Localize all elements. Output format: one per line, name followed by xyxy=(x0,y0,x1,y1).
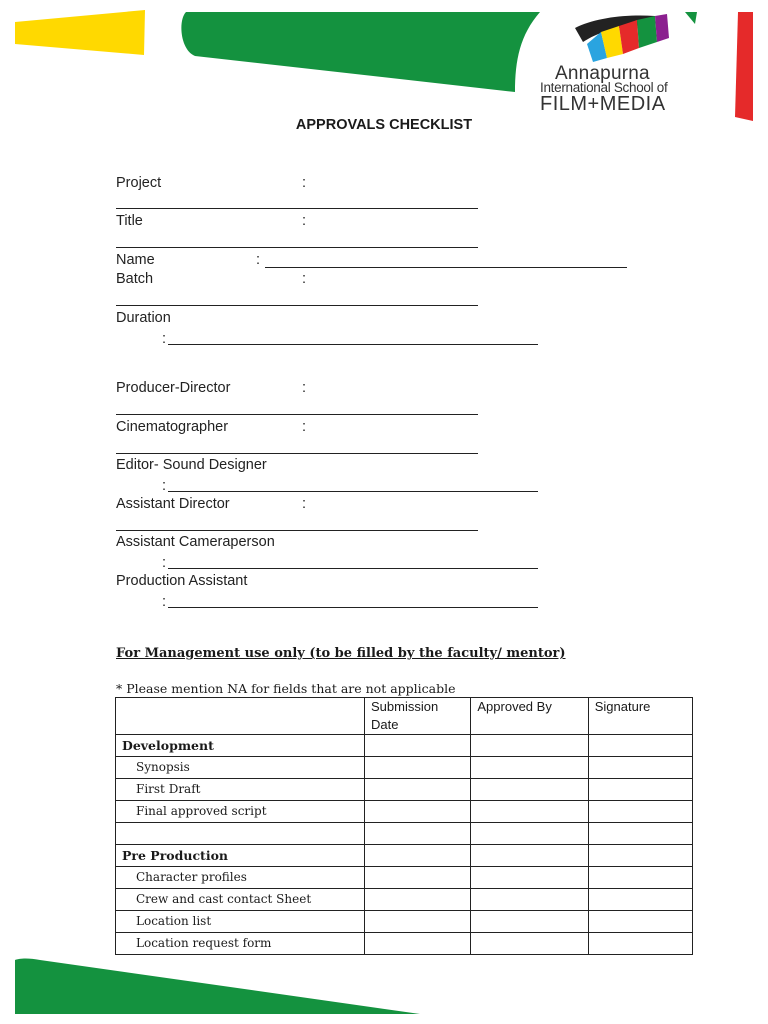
approved-by-cell[interactable] xyxy=(471,779,588,801)
logo-text-annapurna: Annapurna xyxy=(555,63,650,84)
approved-by-cell[interactable] xyxy=(471,735,588,757)
producer-director-label: Producer-Director xyxy=(116,380,231,396)
approvals-table xyxy=(115,697,693,955)
signature-cell[interactable] xyxy=(588,911,692,933)
approved-by-cell[interactable] xyxy=(471,845,588,867)
logo-text-film-media: FILM+MEDIA xyxy=(540,93,666,115)
cinematographer-colon: : xyxy=(302,419,307,435)
cinematographer-label: Cinematographer xyxy=(116,419,229,435)
submission-date-cell[interactable] xyxy=(365,757,471,779)
na-note: * Please mention NA for fields that are not applicable xyxy=(116,681,456,696)
assistant-director-line[interactable] xyxy=(116,530,478,531)
production-assistant-line[interactable] xyxy=(168,607,538,608)
assistant-cameraperson-line[interactable] xyxy=(168,568,538,569)
header-approved-by: Approved By xyxy=(471,698,588,735)
batch-line[interactable] xyxy=(116,305,478,306)
row-label: Location request form xyxy=(116,933,365,955)
producer-director-line[interactable] xyxy=(116,414,478,415)
submission-date-cell[interactable] xyxy=(365,867,471,889)
table-row xyxy=(116,911,693,933)
logo-text-school: International School of xyxy=(540,80,668,95)
row-label xyxy=(116,823,365,845)
assistant-director-label: Assistant Director xyxy=(116,496,230,512)
row-label: Development xyxy=(116,735,365,757)
submission-date-cell[interactable] xyxy=(365,779,471,801)
signature-cell[interactable] xyxy=(588,757,692,779)
row-label: First Draft xyxy=(116,779,365,801)
table-row xyxy=(116,823,693,845)
page-title: APPROVALS CHECKLIST xyxy=(295,117,473,133)
approved-by-cell[interactable] xyxy=(471,823,588,845)
table-header-row xyxy=(116,698,693,735)
approved-by-cell[interactable] xyxy=(471,757,588,779)
signature-cell[interactable] xyxy=(588,889,692,911)
duration-colon: : xyxy=(162,331,167,347)
production-assistant-colon: : xyxy=(162,594,167,610)
header-signature: Signature xyxy=(588,698,692,735)
row-label: Location list xyxy=(116,911,365,933)
approved-by-cell[interactable] xyxy=(471,889,588,911)
submission-date-cell[interactable] xyxy=(365,889,471,911)
signature-cell[interactable] xyxy=(588,801,692,823)
signature-cell[interactable] xyxy=(588,779,692,801)
table-row xyxy=(116,735,693,757)
duration-line[interactable] xyxy=(168,344,538,345)
green-band xyxy=(181,12,540,92)
submission-date-cell[interactable] xyxy=(365,823,471,845)
title-label: Title xyxy=(116,213,143,229)
approved-by-cell[interactable] xyxy=(471,911,588,933)
assistant-cameraperson-colon: : xyxy=(162,555,167,571)
submission-date-cell[interactable] xyxy=(365,845,471,867)
editor-sound-label: Editor- Sound Designer xyxy=(116,457,267,473)
project-label: Project xyxy=(116,175,162,191)
approved-by-cell[interactable] xyxy=(471,801,588,823)
project-colon: : xyxy=(302,175,307,191)
cinematographer-line[interactable] xyxy=(116,453,478,454)
table-row xyxy=(116,867,693,889)
table-row xyxy=(116,801,693,823)
table-row xyxy=(116,779,693,801)
signature-cell[interactable] xyxy=(588,867,692,889)
submission-date-cell[interactable] xyxy=(365,801,471,823)
header-submission-date: Submission Date xyxy=(365,698,471,735)
submission-date-cell[interactable] xyxy=(365,911,471,933)
signature-cell[interactable] xyxy=(588,845,692,867)
yellow-band xyxy=(15,10,145,55)
table-row xyxy=(116,845,693,867)
submission-date-cell[interactable] xyxy=(365,735,471,757)
project-line[interactable] xyxy=(116,208,478,209)
header-activity xyxy=(116,698,365,735)
name-label: Name xyxy=(116,252,155,268)
row-label: Synopsis xyxy=(116,757,365,779)
row-label: Pre Production xyxy=(116,845,365,867)
name-line[interactable] xyxy=(265,267,627,268)
management-heading: For Management use only (to be filled by the faculty/ mentor) xyxy=(116,646,566,661)
editor-sound-line[interactable] xyxy=(168,491,538,492)
row-label: Final approved script xyxy=(116,801,365,823)
approved-by-cell[interactable] xyxy=(471,867,588,889)
table-row xyxy=(116,757,693,779)
duration-label: Duration xyxy=(116,310,171,326)
footer-decoration xyxy=(0,950,768,1024)
producer-director-colon: : xyxy=(302,380,307,396)
title-colon: : xyxy=(302,213,307,229)
assistant-director-colon: : xyxy=(302,496,307,512)
editor-sound-colon: : xyxy=(162,478,167,494)
name-colon: : xyxy=(256,252,261,268)
batch-label: Batch xyxy=(116,271,154,287)
row-label: Character profiles xyxy=(116,867,365,889)
assistant-cameraperson-label: Assistant Cameraperson xyxy=(116,534,275,550)
green-footer-band xyxy=(15,959,420,1015)
red-band xyxy=(735,12,753,121)
production-assistant-label: Production Assistant xyxy=(116,573,248,589)
table-row xyxy=(116,889,693,911)
title-line[interactable] xyxy=(116,247,478,248)
signature-cell[interactable] xyxy=(588,823,692,845)
batch-colon: : xyxy=(302,271,307,287)
row-label: Crew and cast contact Sheet xyxy=(116,889,365,911)
signature-cell[interactable] xyxy=(588,735,692,757)
